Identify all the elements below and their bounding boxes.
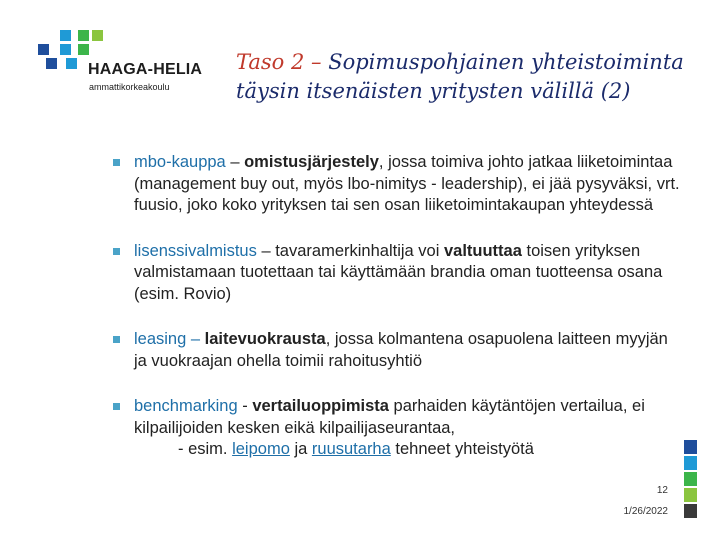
- bullet-separator: – tavaramerkinhaltija voi: [256, 241, 444, 260]
- title-prefix: Taso 2 –: [236, 50, 322, 74]
- logo-square: [78, 30, 89, 41]
- bullet-term: leasing: [134, 330, 187, 348]
- logo-brand: HAAGA-HELIA: [88, 61, 203, 78]
- ruusutarha-link[interactable]: ruusutarha: [311, 440, 391, 458]
- bullet-text: toisen yrityksen valmistamaan tuotettaan tai käyttämään brandia oman tuotteensa osana (esim. Rovio): [134, 241, 663, 303]
- bullet-item: [108, 396, 683, 461]
- logo-square: [66, 58, 77, 69]
- strip-block: [684, 472, 697, 486]
- bullet-square-icon: [113, 159, 120, 166]
- bullet-item: [108, 329, 683, 372]
- logo-square: [60, 44, 71, 55]
- bullet-square-icon: [113, 336, 120, 343]
- bullet-term: benchmarking: [134, 397, 238, 415]
- logo-square: [60, 30, 71, 41]
- logo-square: [78, 44, 89, 55]
- bullet-text: , jossa toimiva johto jatkaa liiketoimintaa (management buy out, myös lbo-nimitys - leadership), ei jää pysyväksi, vrt. fuusio, joko koko yrityksen tai sen osan liiketoimintakaupan yhteydessä: [134, 153, 680, 214]
- title-text: Sopimuspohjainen yhteistoiminta täysin itsenäisten yritysten välillä (2): [236, 50, 684, 103]
- bullet-bold: omistusjärjestely: [244, 153, 379, 171]
- page-number: 12: [656, 485, 668, 496]
- logo-subtitle: ammattikorkeakoulu: [89, 82, 170, 92]
- example-mid: ja: [289, 440, 312, 458]
- bullet-example-line: [134, 439, 534, 461]
- strip-block: [684, 440, 697, 454]
- bullet-separator: –: [186, 330, 205, 348]
- strip-block: [684, 504, 697, 518]
- bullet-text: , jossa kolmantena osapuolena laitteen myyjän ja vuokraajan ohella toimii rahoitusyhtiö: [134, 330, 668, 370]
- bullet-bold: valtuuttaa: [443, 241, 522, 260]
- slide-date: 1/26/2022: [623, 506, 668, 517]
- logo-square: [92, 30, 103, 41]
- haaga-helia-logo: [38, 30, 208, 110]
- strip-block: [684, 488, 697, 502]
- bullet-list: [108, 152, 683, 461]
- example-prefix: - esim.: [178, 440, 233, 458]
- bullet-text: parhaiden käytäntöjen vertailua, ei kilpailijoiden kesken eikä kilpailijaseurantaa,: [134, 397, 645, 437]
- logo-square: [46, 58, 57, 69]
- logo-square: [38, 44, 49, 55]
- bullet-separator: -: [237, 397, 253, 415]
- bullet-square-icon: [113, 248, 120, 255]
- bullet-term: mbo-kauppa: [134, 153, 226, 171]
- bullet-item: [108, 152, 683, 217]
- bullet-term: lisenssivalmistus: [134, 241, 257, 260]
- slide-title: [236, 48, 706, 106]
- bullet-square-icon: [113, 403, 120, 410]
- bullet-bold: vertailuoppimista: [252, 397, 389, 415]
- example-end: tehneet yhteistyötä: [390, 440, 534, 458]
- bullet-item: [108, 241, 683, 306]
- leipomo-link[interactable]: leipomo: [232, 440, 290, 458]
- bullet-separator: –: [225, 153, 245, 171]
- bullet-bold: laitevuokrausta: [204, 330, 326, 348]
- strip-block: [684, 456, 697, 470]
